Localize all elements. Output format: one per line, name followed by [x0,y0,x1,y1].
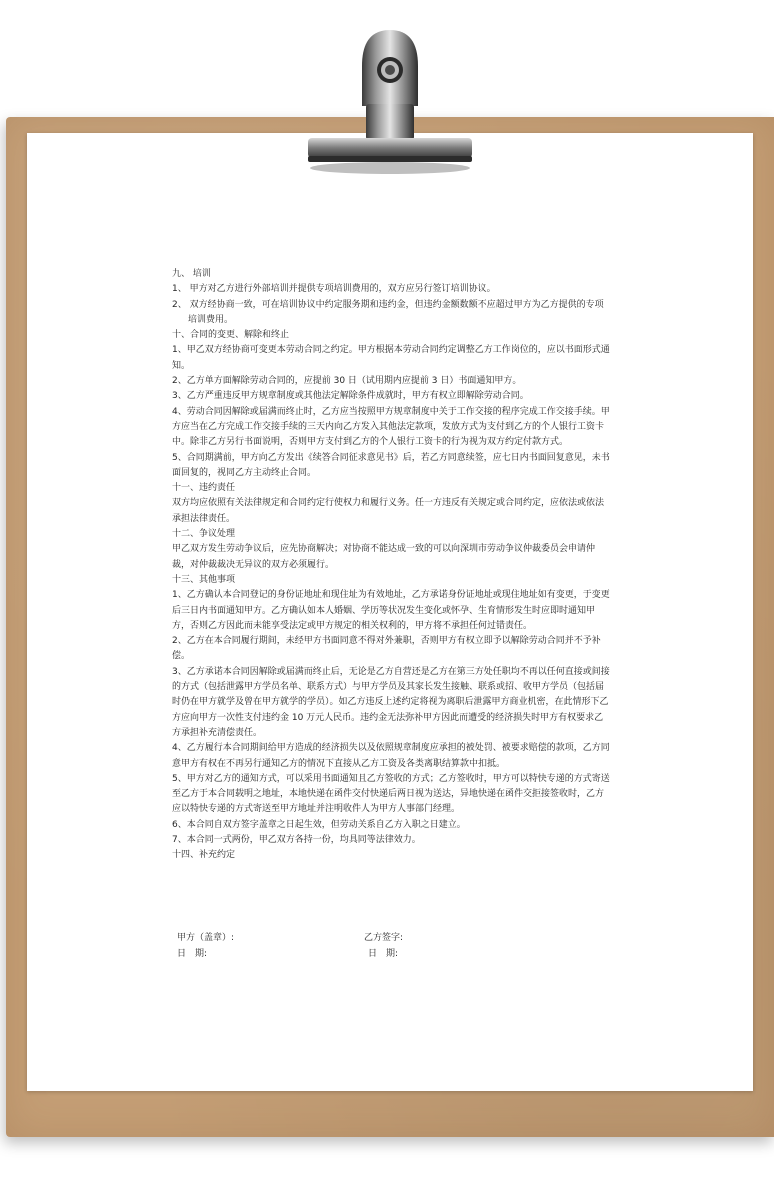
binder-clip-icon [300,26,480,176]
clause-text: 双方均应依照有关法律规定和合同约定行使权力和履行义务。任一方违反有关规定或合同约定，应依法或依法承担法律责任。 [172,498,605,524]
clause-text: 5、甲方对乙方的通知方式，可以采用书面通知且乙方签收的方式；乙方签收时，甲方可以特快专递的方式寄送至乙方于本合同载明之地址，本地快递在函件交付快递后两日视为送达，异地快递在函件交拒接签收时，乙方应以特快专递的方式寄送至甲方地址并注明收件人为甲方人事部门经理。 [172,773,610,815]
section-heading: 十、合同的变更、解除和终止 [172,330,290,341]
clause-text: 6、本合同自双方签字盖章之日起生效，但劳动关系自乙方入职之日建立。 [172,819,466,830]
clause-text: 1、 甲方对乙方进行外部培训并提供专项培训费用的，双方应另行签订培训协议。 [172,284,496,295]
clause-text: 1、乙方确认本合同登记的身份证地址和现住址为有效地址，乙方承诺身份证地址或现住地址如有变更，于变更后三日内书面通知甲方。乙方确认如本人婚姻、学历等状况发生变化或怀孕、生育情形发生时应即时通知甲方，否则乙方因此而未能享受法定或甲方规定的相关权利的，甲方将不承担任何过错责任。 [172,590,610,631]
section-heading: 十一、违约责任 [172,483,236,494]
section-heading: 十二、争议处理 [172,529,236,540]
section-heading: 十四、补充约定 [172,850,236,861]
section-heading: 十三、其他事项 [172,574,236,585]
date-a-label: 日 期: [177,949,208,959]
section-heading: 九、 培训 [172,269,211,279]
contract-body [172,267,612,864]
party-a-label: 甲方（盖章）: [177,933,235,943]
clause-text: 4、劳动合同因解除或届满而终止时，乙方应当按照甲方规章制度中关于工作交接的程序完成工作交接手续。甲方应当在乙方完成工作交接手续的三天内向乙方发入其他法定款项，发放方式为支付到乙方的个人银行工资卡中。除非乙方另行书面说明，否则甲方支付到乙方的个人银行工资卡的行为视为双方约定付款方式。 [172,406,610,448]
clause-text: 1、甲乙双方经协商可变更本劳动合同之约定。甲方根据本劳动合同约定调整乙方工作岗位的，应以书面形式通知。 [172,345,610,371]
clause-text: 3、乙方严重违反甲方规章制度或其他法定解除条件成就时，甲方有权立即解除劳动合同。 [172,391,529,402]
clause-text: 2、 双方经协商一致，可在培训协议中约定服务期和违约金，但违约金额数额不应超过甲方为乙方提供的专项培训费用。 [172,299,604,325]
party-b-label: 乙方签字: [364,933,404,943]
clause-text: 3、乙方承诺本合同因解除或届满而终止后，无论是乙方自营还是乙方在第三方处任职均不再以任何直接或间接的方式（包括泄露甲方学员名单、联系方式）与甲方学员及其家长发生接触、联系或招、收甲方学员（包括届时仍在甲方就学及曾在甲方就学的学员）。如乙方违反上述约定将视为离职后泄露甲方商业机密，在此情形下乙方应向甲方一次性支付违约金 10 万元人民币。违约金无法弥补甲方因此而遭受的经济损失时甲方有权要求乙方承担补充清偿责任。 [172,666,610,738]
date-b-label: 日 期: [368,949,399,959]
clause-text: 2、乙方单方面解除劳动合同的，应提前 30 日（试用期内应提前 3 日）书面通知甲方。 [172,376,522,387]
clause-text: 4、乙方履行本合同期间给甲方造成的经济损失以及依照规章制度应承担的被处罚、被要求赔偿的款项，乙方同意甲方有权在不再另行通知乙方的情况下直接从乙方工资及各类离职结算款中扣抵。 [172,743,610,769]
clause-text: 7、本合同一式两份，甲乙双方各持一份，均具同等法律效力。 [172,834,421,845]
clause-text: 2、乙方在本合同履行期间，未经甲方书面同意不得对外兼职，否则甲方有权立即予以解除劳动合同并不予补偿。 [172,636,601,662]
clause-text: 5、合同期满前，甲方向乙方发出《续答合同征求意见书》后，若乙方同意续签，应七日内书面回复意见，未书面回复的，视同乙方主动终止合同。 [172,452,610,478]
clause-text: 甲乙双方发生劳动争议后，应先协商解决；对协商不能达成一致的可以向深圳市劳动争议仲裁委员会申请仲裁，对仲裁裁决无异议的双方必须履行。 [172,544,596,570]
